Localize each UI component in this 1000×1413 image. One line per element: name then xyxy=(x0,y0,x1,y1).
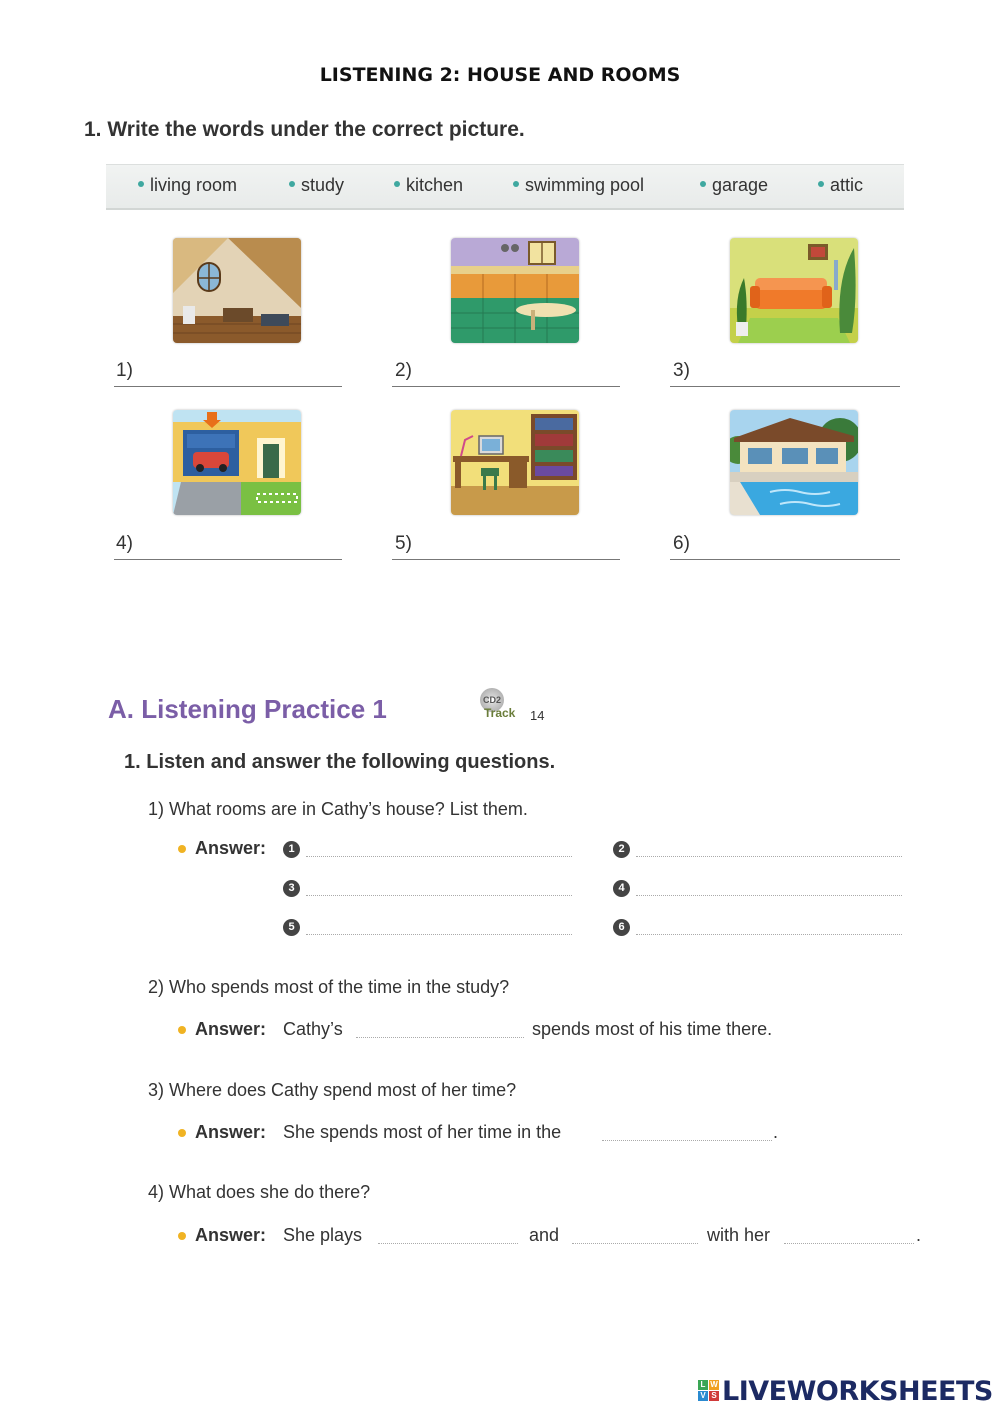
answer-line[interactable] xyxy=(636,856,902,857)
swimming-pool-picture xyxy=(730,410,858,515)
garage-picture xyxy=(173,410,301,515)
page-title: LISTENING 2: HOUSE AND ROOMS xyxy=(319,64,681,86)
circled-number-icon: 5 xyxy=(283,919,300,936)
circled-number-icon: 6 xyxy=(613,919,630,936)
answer-line[interactable] xyxy=(602,1140,772,1141)
logo-letter: W xyxy=(710,1380,718,1389)
bullet-icon xyxy=(700,181,706,187)
answer-text: Cathy’s xyxy=(283,1019,343,1039)
study-picture xyxy=(451,410,579,515)
item-label: 2) xyxy=(395,360,412,381)
answer-text: . xyxy=(773,1122,779,1142)
answer-line[interactable] xyxy=(636,934,902,935)
answer-text: She plays xyxy=(283,1225,363,1245)
bullet-icon xyxy=(394,181,400,187)
section-instruction: 1. Listen and answer the following questions. xyxy=(124,751,556,773)
cd-icon: CD2 xyxy=(480,688,504,712)
item-label: 6) xyxy=(673,533,690,554)
answer-line[interactable] xyxy=(392,559,620,560)
word-text: garage xyxy=(712,175,769,195)
bullet-icon xyxy=(818,181,824,187)
part1-instruction: 1. Write the words under the correct picture. xyxy=(84,118,525,141)
word-bank xyxy=(106,164,904,210)
word-text: living room xyxy=(150,175,238,195)
circled-number-icon: 1 xyxy=(283,841,300,858)
bullet-icon xyxy=(513,181,519,187)
answer-text: She spends most of her time in the xyxy=(283,1122,562,1142)
answer-line[interactable] xyxy=(306,895,572,896)
track-label: Track xyxy=(484,706,516,720)
bullet-icon xyxy=(178,845,186,853)
answer-text: . xyxy=(916,1225,922,1245)
answer-line[interactable] xyxy=(572,1243,698,1244)
logo-letter: L xyxy=(698,1380,708,1390)
word-text: swimming pool xyxy=(525,175,645,195)
word-garage xyxy=(700,175,768,196)
answer-line[interactable] xyxy=(636,895,902,896)
bullet-icon xyxy=(178,1232,186,1240)
track-number: 14 xyxy=(530,708,545,723)
answer-text: with her xyxy=(707,1225,771,1245)
circled-number-icon: 2 xyxy=(613,841,630,858)
answer-line[interactable] xyxy=(670,386,900,387)
logo-letter: S xyxy=(709,1391,719,1401)
answer-line[interactable] xyxy=(378,1243,518,1244)
logo-letter: V xyxy=(698,1391,708,1401)
word-swimming-pool xyxy=(513,175,644,196)
attic-picture xyxy=(173,238,301,343)
answer-text: and xyxy=(529,1225,560,1245)
answer-line[interactable] xyxy=(114,386,342,387)
question-2: 2) Who spends most of the time in the study? xyxy=(148,977,510,997)
item-label: 3) xyxy=(673,360,690,381)
kitchen-picture xyxy=(451,238,579,343)
question-3: 3) Where does Cathy spend most of her time? xyxy=(148,1080,517,1100)
answer-label: Answer: xyxy=(195,838,267,858)
word-text: kitchen xyxy=(406,175,464,195)
item-label: 5) xyxy=(395,533,412,554)
question-1: 1) What rooms are in Cathy’s house? List them. xyxy=(148,799,528,819)
brand-text: LIVEWORKSHEETS xyxy=(722,1376,993,1407)
answer-line[interactable] xyxy=(392,386,620,387)
answer-line[interactable] xyxy=(670,559,900,560)
brand-logo-icon xyxy=(698,1380,720,1402)
answer-label: Answer: xyxy=(195,1225,267,1245)
item-label: 1) xyxy=(116,360,133,381)
word-attic xyxy=(818,175,863,196)
question-4: 4) What does she do there? xyxy=(148,1182,371,1202)
answer-line[interactable] xyxy=(306,934,572,935)
answer-line[interactable] xyxy=(356,1037,524,1038)
word-text: attic xyxy=(830,175,864,195)
circled-number-icon: 3 xyxy=(283,880,300,897)
circled-number-icon: 4 xyxy=(613,880,630,897)
answer-label: Answer: xyxy=(195,1122,267,1142)
word-study xyxy=(289,175,344,196)
answer-line[interactable] xyxy=(784,1243,914,1244)
answer-label: Answer: xyxy=(195,1019,267,1039)
bullet-icon xyxy=(178,1129,186,1137)
bullet-icon xyxy=(138,181,144,187)
answer-text: spends most of his time there. xyxy=(532,1019,773,1039)
word-living-room xyxy=(138,175,237,196)
item-label: 4) xyxy=(116,533,133,554)
bullet-icon xyxy=(178,1026,186,1034)
answer-line[interactable] xyxy=(306,856,572,857)
bullet-icon xyxy=(289,181,295,187)
word-kitchen xyxy=(394,175,463,196)
section-title: A. Listening Practice 1 xyxy=(108,694,387,724)
word-text: study xyxy=(301,175,345,195)
answer-line[interactable] xyxy=(114,559,342,560)
living-room-picture xyxy=(730,238,858,343)
